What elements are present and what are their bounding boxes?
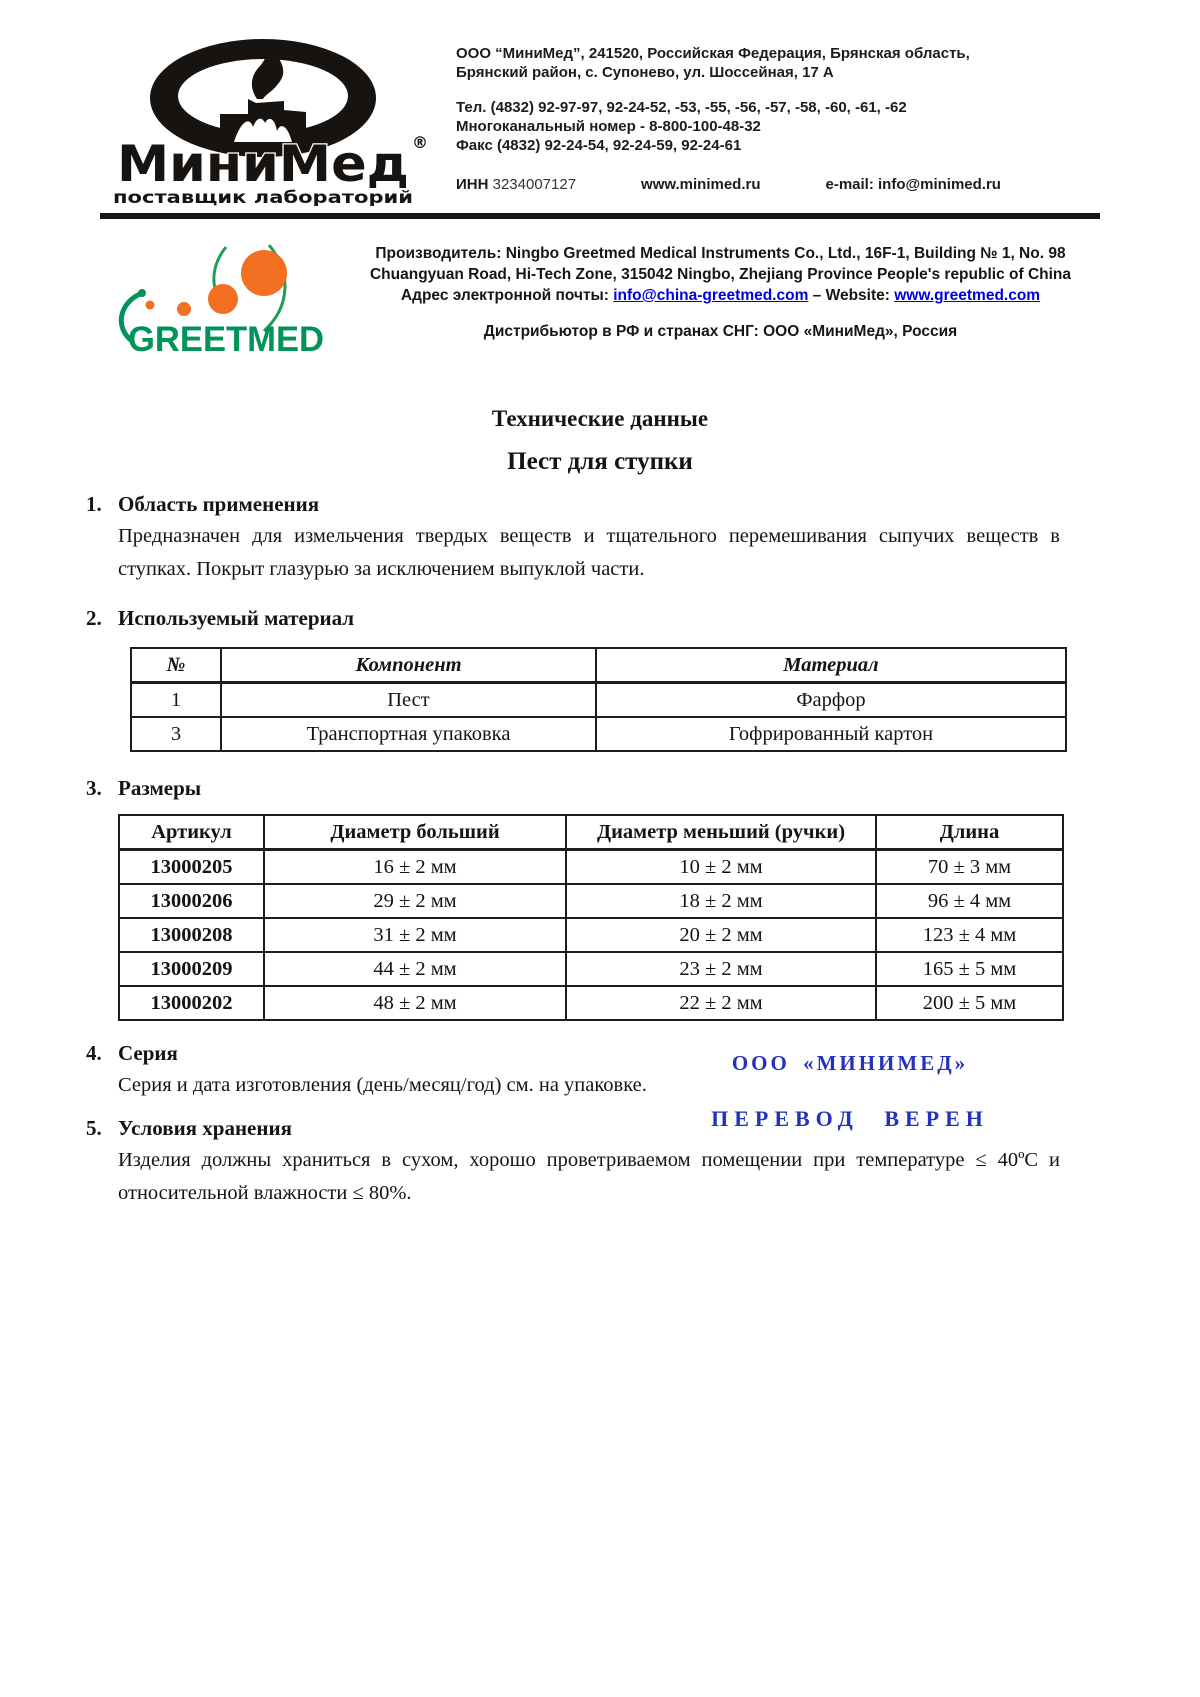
section-number: 1. [86,492,102,516]
table-cell: 44 ± 2 мм [264,952,566,986]
table-cell: 23 ± 2 мм [566,952,876,986]
doc-title: Технические данные [491,406,709,431]
company-contacts [456,36,1100,211]
section-title: Используемый материал [118,606,355,630]
col-header: Диаметр больший [264,815,566,850]
table-cell: Фарфор [596,683,1066,718]
stamp-verified: ПЕРЕВОД ВЕРЕН [711,1106,989,1131]
table-row [131,683,1066,718]
brand-tagline: поставщик лабораторий [113,188,413,206]
address-line-1: ООО “МиниМед”, 241520, Российская Федерация, Брянская область, [456,45,970,62]
multichannel-line: Многоканальный номер - 8-800-100-48-32 [456,118,761,135]
table-header-row [119,815,1063,850]
table-cell: 96 ± 4 мм [876,884,1063,918]
minimed-logo-icon [100,36,430,206]
phone-line: Тел. (4832) 92-97-97, 92-24-52, -53, -55, -56, -57, -58, -60, -61, -62 [456,99,907,116]
company-address [456,44,1100,82]
manufacturer-website-label: Website: [825,287,895,304]
table-row [119,884,1063,918]
section-3-heading [86,776,1060,801]
table-cell: 123 ± 4 мм [876,918,1063,952]
table-cell: 16 ± 2 мм [264,850,566,885]
company-ids [456,175,1001,194]
translation-stamp [700,1053,1000,1130]
section-2-heading [86,606,1060,631]
company-website: www.minimed.ru [641,176,761,193]
section-title: Область применения [118,492,320,516]
minimed-logo [100,36,430,211]
section-title: Условия хранения [118,1116,292,1140]
section-4-text: Серия и дата изготовления (день/месяц/год) см. на упаковке. [118,1074,647,1096]
brand-text: МиниМед [117,135,409,193]
doc-body [0,492,1200,1210]
section-number: 4. [86,1041,102,1065]
col-header: Материал [596,648,1066,683]
table-row [119,952,1063,986]
section-5-text: Изделия должны храниться в сухом, хорошо проветриваемом помещении при температуре ≤ 40ºС и относительной влажности ≤ 80%. [118,1149,1060,1204]
table-cell: Пест [221,683,596,718]
table-cell-article: 13000205 [119,850,264,885]
manufacturer-website-link[interactable]: www.greetmed.com [894,287,1041,304]
inn [456,175,576,194]
table-cell-article: 13000208 [119,918,264,952]
link-separator: – [808,287,826,304]
greetmed-logo [100,233,341,362]
table-cell: 20 ± 2 мм [566,918,876,952]
section-number: 3. [86,776,102,800]
manufacturer-block [0,219,1200,362]
inn-label: ИНН [456,176,489,193]
stamp-company: ООО «МИНИМЕД» [731,1051,969,1075]
col-header: № [131,648,221,683]
address-line-2: Брянский район, с. Супонево, ул. Шоссейная, 17 А [456,64,834,81]
table-cell: Гофрированный картон [596,717,1066,751]
table-cell: 3 [131,717,221,751]
table-cell: 1 [131,683,221,718]
table-cell: 29 ± 2 мм [264,884,566,918]
registered-mark: ® [412,133,428,152]
col-header: Диаметр меньший (ручки) [566,815,876,850]
table-cell: 10 ± 2 мм [566,850,876,885]
table-cell: 200 ± 5 мм [876,986,1063,1020]
table-cell-article: 13000209 [119,952,264,986]
table-cell: 18 ± 2 мм [566,884,876,918]
section-1-text: Предназначен для измельчения твердых веществ и тщательного перемешивания сыпучих веществ в ступках. Покрыт глазурью за исключением выпуклой части. [118,525,1060,580]
greetmed-logo-icon [106,233,331,357]
dimensions-table [118,814,1064,1021]
letterhead [0,0,1200,211]
manufacturer-info [341,233,1100,362]
manufacturer-line-1: Производитель: Ningbo Greetmed Medical Instruments Co., Ltd., 16F-1, Building № 1, No. 98 [375,245,1066,262]
table-cell-article: 13000206 [119,884,264,918]
section-1-heading [86,492,1060,517]
table-header-row [131,648,1066,683]
table-cell: 31 ± 2 мм [264,918,566,952]
company-email: e-mail: info@minimed.ru [825,176,1001,193]
table-row [131,717,1066,751]
materials-table [130,647,1067,752]
table-cell: 165 ± 5 мм [876,952,1063,986]
manufacturer-line-2: Chuangyuan Road, Hi-Tech Zone, 315042 Ningbo, Zhejiang Province People's republic of China [369,266,1071,283]
section-title: Размеры [118,776,202,800]
col-header: Компонент [221,648,596,683]
section-number: 2. [86,606,102,630]
table-cell: Транспортная упаковка [221,717,596,751]
table-cell: 22 ± 2 мм [566,986,876,1020]
table-row [119,986,1063,1020]
manufacturer-email-label: Адрес электронной почты: [400,287,614,304]
section-number: 5. [86,1116,102,1140]
company-phones [456,98,1100,155]
table-cell: 48 ± 2 мм [264,986,566,1020]
inn-value: 3234007127 [492,176,577,193]
manufacturer-email-link[interactable]: info@china-greetmed.com [613,287,809,304]
table-row [119,918,1063,952]
doc-subtitle: Пест для ступки [507,448,693,475]
table-cell-article: 13000202 [119,986,264,1020]
distributor-line: Дистрибьютор в РФ и странах СНГ: ООО «МиниМед», Россия [483,323,958,340]
fax-line: Факс (4832) 92-24-54, 92-24-59, 92-24-61 [456,137,742,154]
table-row [119,850,1063,885]
section-title: Серия [118,1041,178,1065]
col-header: Артикул [119,815,264,850]
table-cell: 70 ± 3 мм [876,850,1063,885]
col-header: Длина [876,815,1063,850]
greetmed-text: GREETMED [128,320,324,357]
manufacturer-links [341,285,1100,306]
